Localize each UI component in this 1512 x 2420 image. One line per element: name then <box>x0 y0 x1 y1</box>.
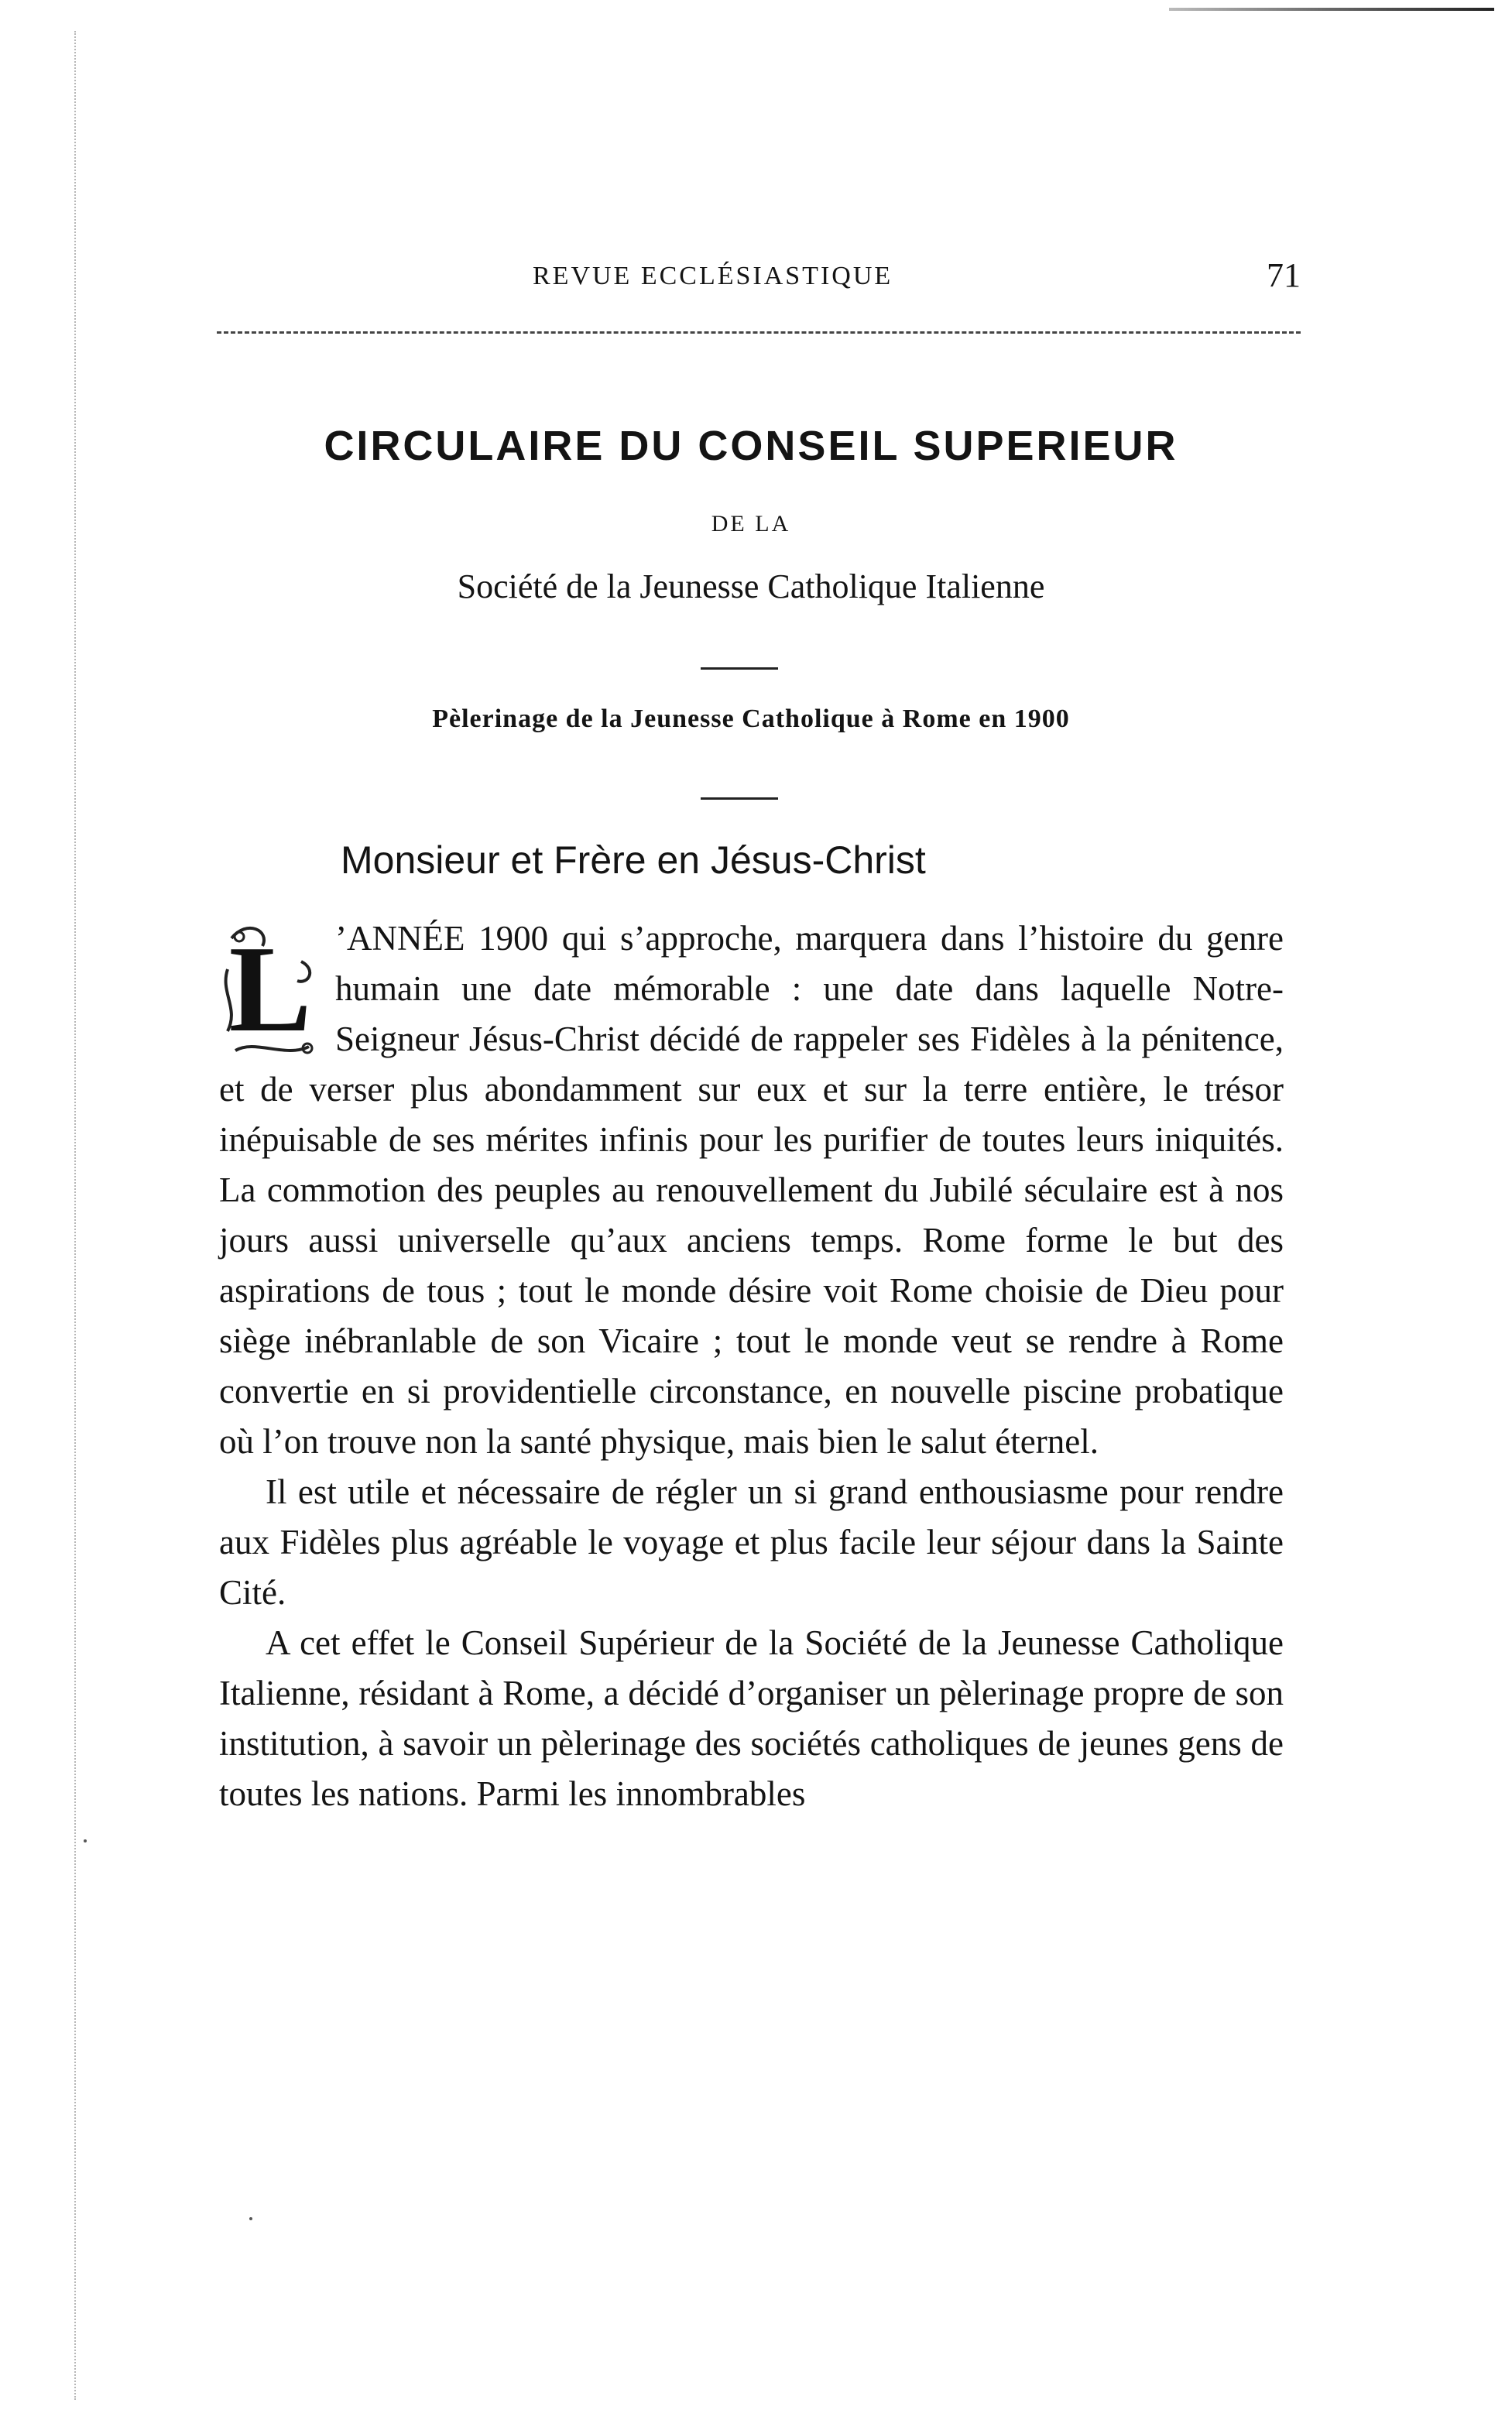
running-head <box>217 255 1332 302</box>
short-divider-1 <box>701 667 778 670</box>
society-name: Société de la Jeunesse Catholique Italienne <box>457 567 1045 605</box>
ornamental-initial-icon <box>216 915 324 1062</box>
running-title: REVUE ECCLÉSIASTIQUE <box>533 262 893 290</box>
short-divider-2 <box>701 797 778 800</box>
page-number: 71 <box>1267 256 1301 294</box>
ink-speck <box>84 1839 87 1842</box>
body-text <box>219 913 1284 1819</box>
paragraph-3: A cet effet le Conseil Supérieur de la Société de la Jeunesse Catholique Italienne, résidant à Rome, a décidé d’organiser un pèlerinage propre de son institution, à savoir un pèlerinage des sociétés catholiques de jeunes gens de toutes les nations. Parmi les innombrables <box>219 1623 1284 1813</box>
main-title: CIRCULAIRE DU CONSEIL SUPERIEUR <box>324 423 1178 469</box>
ink-speck <box>249 2217 252 2220</box>
top-printing-rule <box>1169 8 1494 11</box>
salutation: Monsieur et Frère en Jésus-Christ <box>341 838 926 882</box>
paragraph-2: Il est utile et nécessaire de régler un si grand enthousiasme pour rendre aux Fidèles plus agréable le voyage et plus facile leur séjour dans la Sainte Cité. <box>219 1472 1284 1612</box>
initial-letter: L <box>228 919 312 1057</box>
paragraph-1 <box>219 913 1284 1467</box>
pilgrimage-title: Pèlerinage de la Jeunesse Catholique à Rome en 1900 <box>432 704 1070 733</box>
subtitle-de-la: DE LA <box>711 511 791 536</box>
binding-margin-speckles <box>74 31 79 2400</box>
paragraph-1-text: ’ANNÉE 1900 qui s’approche, marquera dans l’histoire du genre humain une date mémorable : une date dans laquelle Notre-Seigneur Jésus-Christ décidé de rappeler ses Fidèles à la pénitence, et de verser plus abondamment sur eux et sur la terre entière, le trésor inépuisable de ses mérites infinis pour les purifier de toutes leurs iniquités. La commotion des peuples au renouvellement du Jubilé séculaire est à nos jours aussi universelle qu’aux anciens temps. Rome forme le but des aspirations de tous ; tout le monde désire voit Rome choisie de Dieu pour siège inébranlable de son Vicaire ; tout le monde veut se rendre à Rome convertie en si providentielle circonstance, en nouvelle piscine probatique où l’on trouve non la santé physique, mais bien le salut éternel. <box>219 919 1284 1461</box>
header-divider <box>217 331 1301 334</box>
